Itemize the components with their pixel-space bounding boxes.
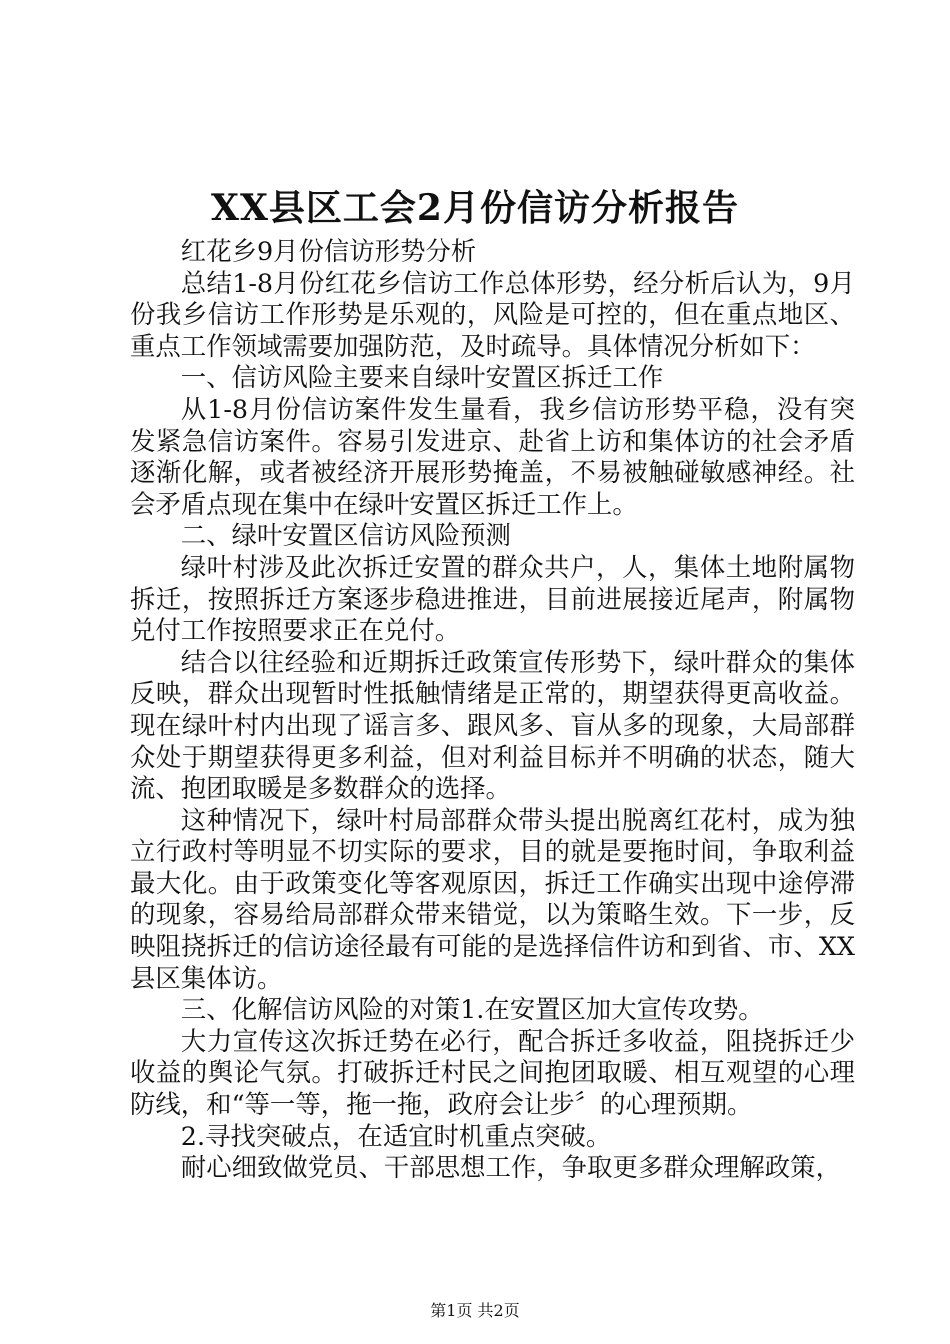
paragraph-4: 从1-8月份信访案件发生量看，我乡信访形势平稳，没有突发紧急信访案件。容易引发进京、赴省上访和集体访的社会矛盾逐渐化解，或者被经济开展形势掩盖，不易被触碰敏感神经。社会矛盾点现在集中在绿叶安置区拆迁工作上。 <box>130 393 855 519</box>
paragraph-8: 这种情况下，绿叶村局部群众带头提出脱离红花村，成为独立行政村等明显不切实际的要求，目的就是要拖时间，争取利益最大化。由于政策变化等客观原因，拆迁工作确实出现中途停滞的现象，容易给局部群众带来错觉，以为策略生效。下一步，反映阻挠拆迁的信访途径最有可能的是选择信件访和到省、市、XX县区集体访。 <box>130 804 855 993</box>
paragraph-7: 结合以往经验和近期拆迁政策宣传形势下，绿叶群众的集体反映，群众出现暂时性抵触情绪是正常的，期望获得更高收益。现在绿叶村内出现了谣言多、跟风多、盲从多的现象，大局部群众处于期望获得更多利益，但对利益目标并不明确的状态，随大流、抱团取暖是多数群众的选择。 <box>130 646 855 804</box>
paragraph-5: 二、绿叶安置区信访风险预测 <box>180 520 511 551</box>
paragraph-12: 耐心细致做党员、干部思想工作，争取更多群众理解政策， <box>180 1152 841 1183</box>
paragraph-6: 绿叶村涉及此次拆迁安置的群众共户，人，集体土地附属物拆迁，按照拆迁方案逐步稳进推进，目前进展接近尾声，附属物兑付工作按照要求正在兑付。 <box>130 551 855 646</box>
paragraph-9: 三、化解信访风险的对策1.在安置区加大宣传攻势。 <box>180 994 764 1025</box>
page-number-footer: 第1页 共2页 <box>430 1301 520 1320</box>
paragraph-10: 大力宣传这次拆迁势在必行，配合拆迁多收益，阻挠拆迁少收益的舆论气氛。打破拆迁村民之间抱团取暖、相互观望的心理防线，和“等一等，拖一拖，政府会让步〞的心理预期。 <box>130 1025 855 1120</box>
paragraph-2: 总结1-8月份红花乡信访工作总体形势，经分析后认为，9月份我乡信访工作形势是乐观的，风险是可控的，但在重点地区、重点工作领域需要加强防范，及时疏导。具体情况分析如下： <box>130 267 855 361</box>
paragraph-1: 红花乡9月份信访形势分析 <box>180 236 477 266</box>
document-body <box>130 236 855 1184</box>
paragraph-3: 一、信访风险主要来自绿叶安置区拆迁工作 <box>180 362 664 393</box>
paragraph-11: 2.寻找突破点，在适宜时机重点突破。 <box>180 1120 612 1151</box>
document-title: XX县区工会2月份信访分析报告 <box>211 187 739 229</box>
